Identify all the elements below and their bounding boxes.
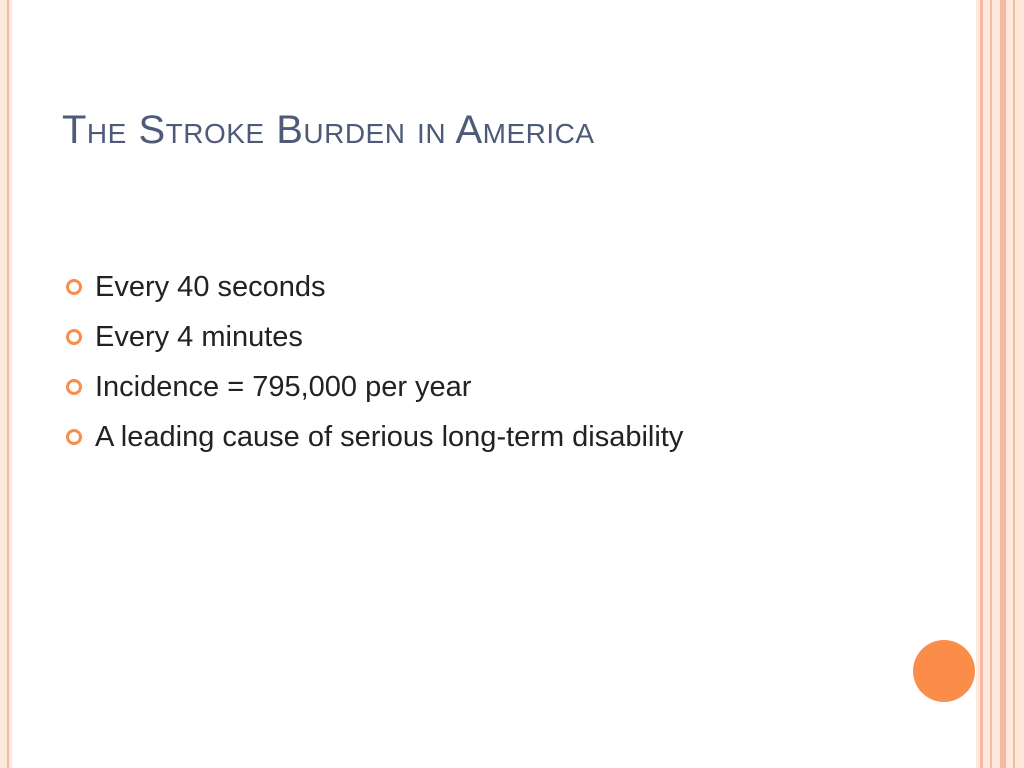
bullet-item (62, 412, 922, 462)
bullet-text: Every 4 minutes (95, 320, 303, 353)
right-border-line (1013, 0, 1015, 768)
bullet-item (62, 312, 922, 362)
bullet-circle-icon (66, 429, 82, 445)
bullet-text: A leading cause of serious long-term disability (95, 420, 684, 453)
right-border-line (980, 0, 983, 768)
bullet-circle-icon (66, 329, 82, 345)
bullet-list (62, 262, 922, 462)
left-border-band (0, 0, 12, 768)
bullet-item (62, 362, 922, 412)
bullet-item (62, 262, 922, 312)
slide-title: The Stroke Burden in America (62, 108, 595, 152)
bullet-circle-icon (66, 279, 82, 295)
decorative-circle (913, 640, 975, 702)
right-border-line (1000, 0, 1006, 768)
bullet-circle-icon (66, 379, 82, 395)
bullet-text: Incidence = 795,000 per year (95, 370, 472, 403)
left-border-line (7, 0, 9, 768)
right-border-line (990, 0, 992, 768)
bullet-text: Every 40 seconds (95, 270, 326, 303)
